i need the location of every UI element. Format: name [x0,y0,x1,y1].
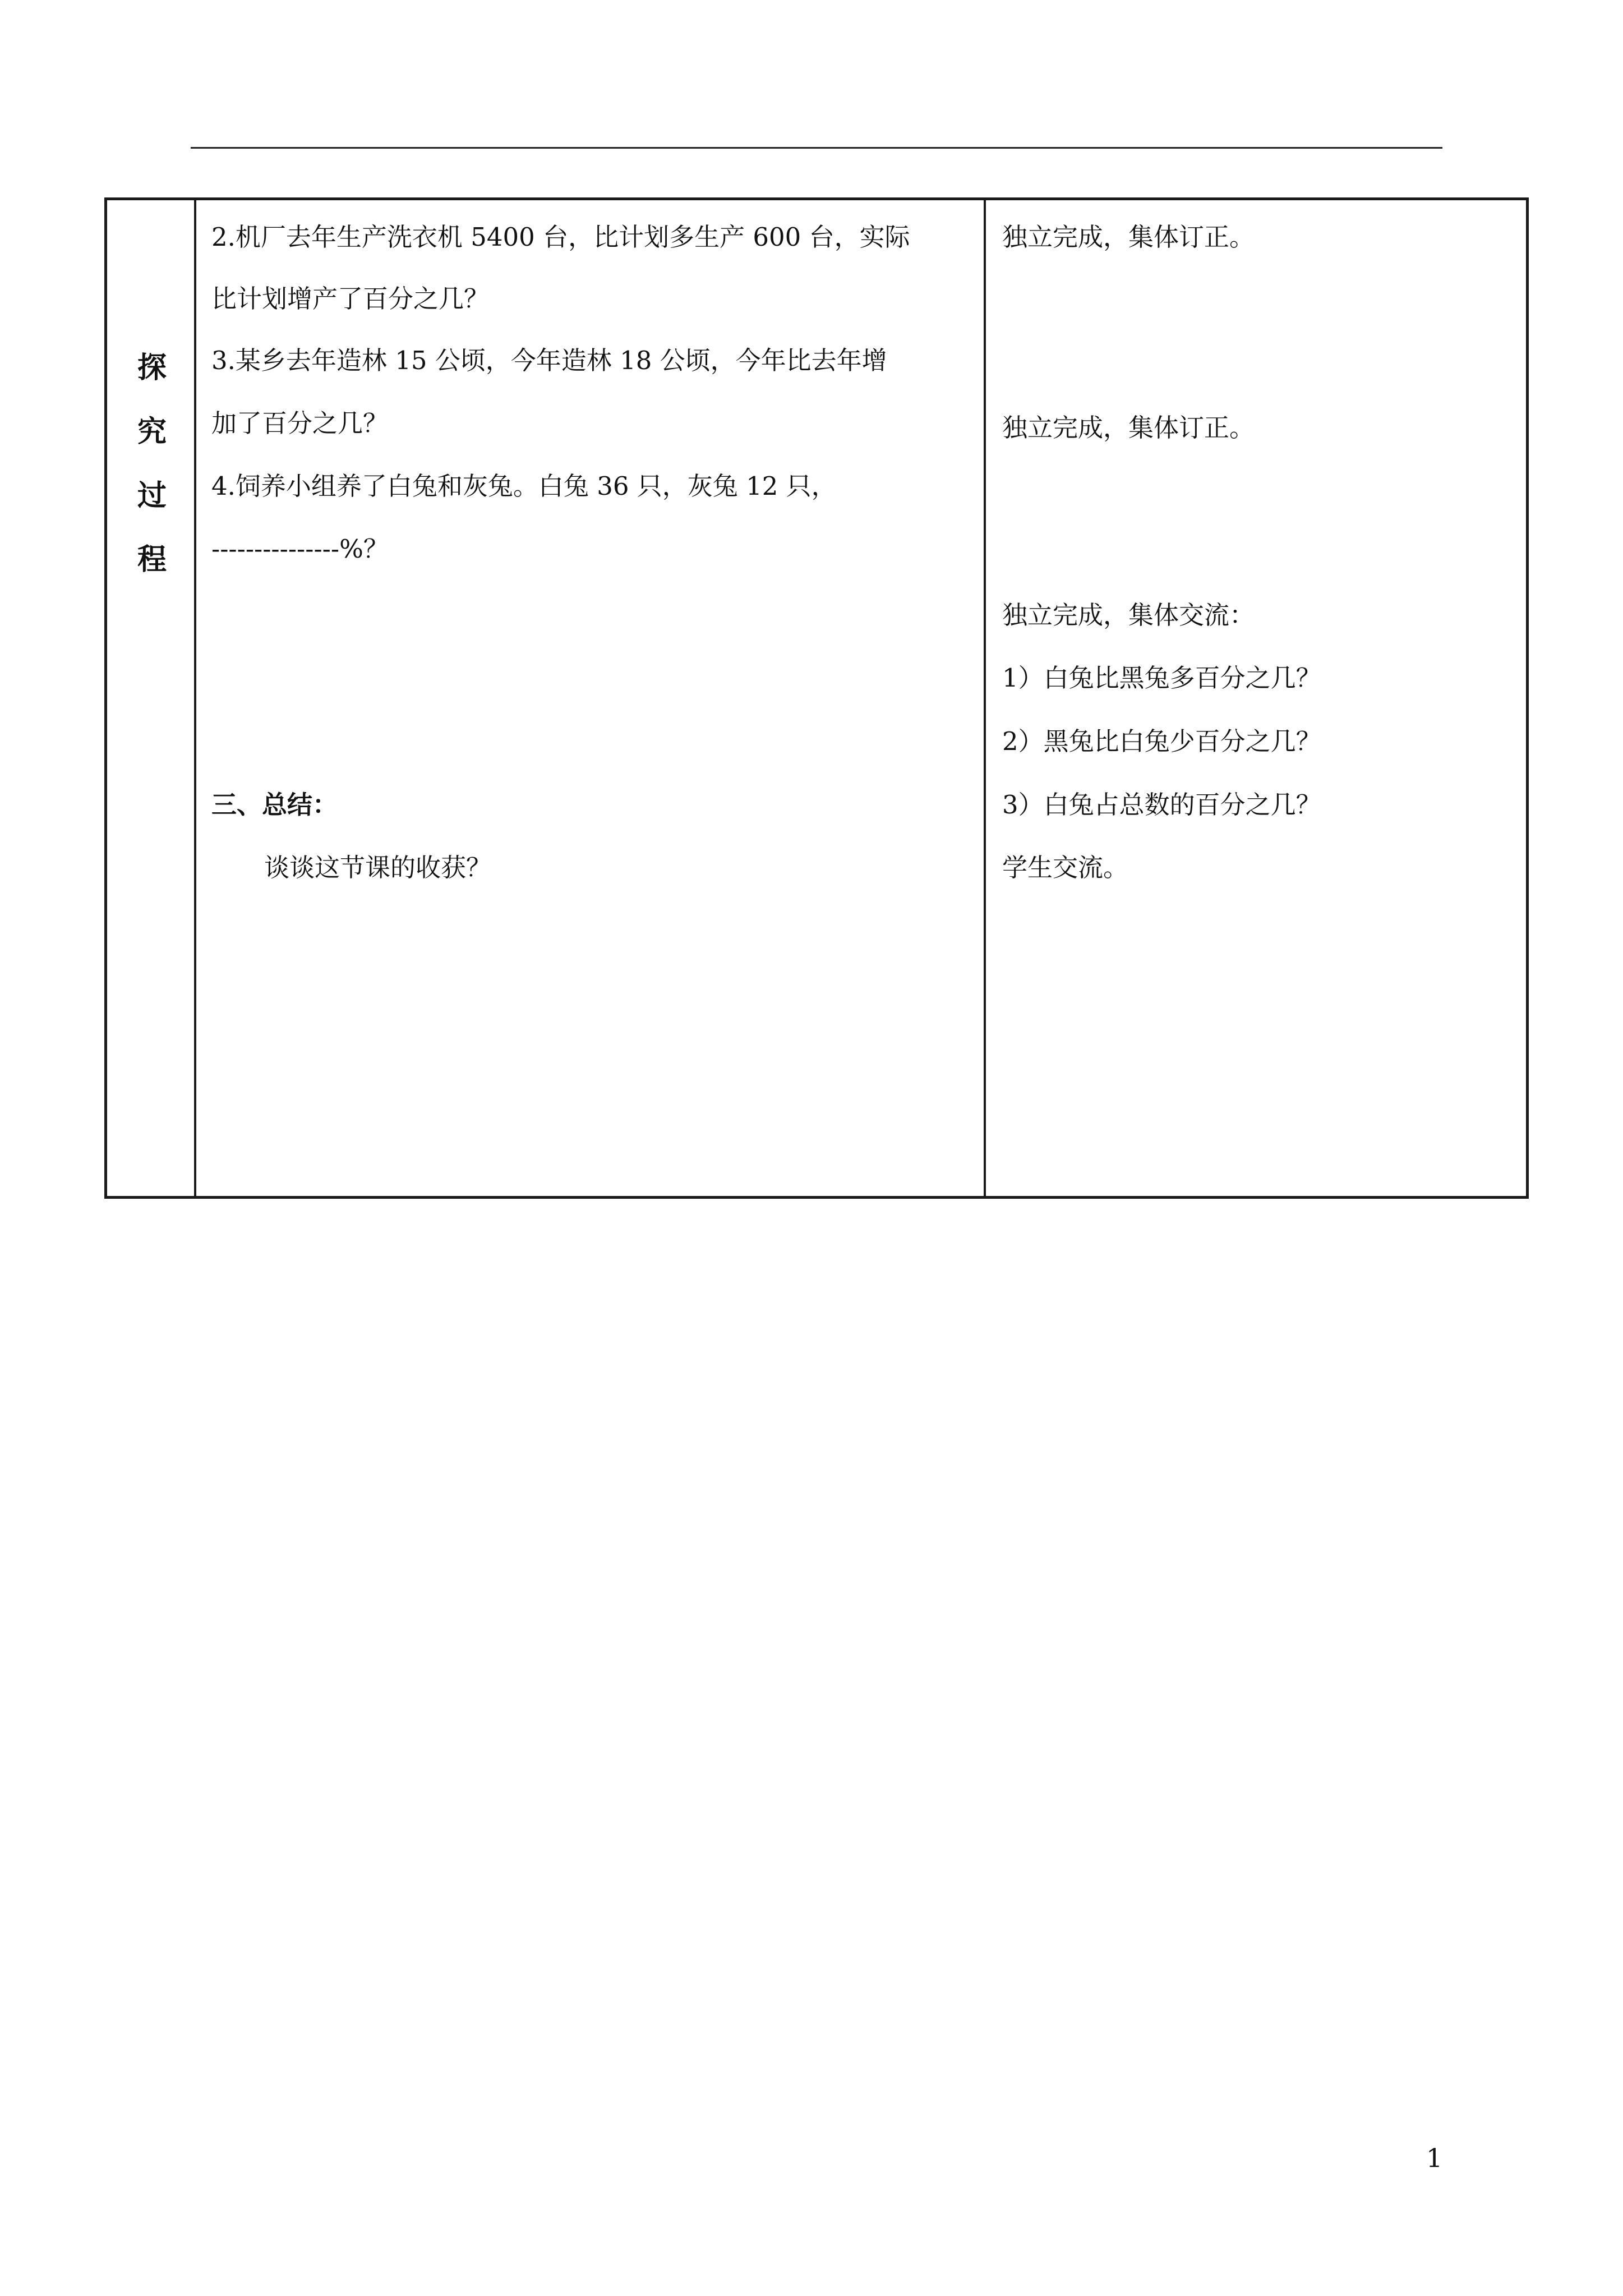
question-2-line-1: 2.机厂去年生产洗衣机 5400 台，比计划多生产 600 台，实际 [211,222,910,252]
header-rule [191,147,1442,149]
activity-3: 独立完成，集体交流： [1002,600,1255,630]
activity-3-item-1: 1）白兔比黑兔多百分之几？ [1002,663,1321,693]
question-3-line-2: 加了百分之几？ [211,408,389,438]
question-4-line-1: 4.饲养小组养了白兔和灰兔。白兔 36 只，灰兔 12 只， [211,471,837,501]
activity-2: 独立完成，集体订正。 [1002,413,1255,443]
activity-4: 学生交流。 [1002,853,1129,882]
activity-3-item-3: 3）白兔占总数的百分之几？ [1002,790,1321,820]
summary-question: 谈谈这节课的收获？ [264,853,492,882]
section-label-char: 究 [137,415,167,449]
section-label-char: 探 [137,351,167,385]
question-4-line-2: ---------------%？ [211,534,389,564]
section-label [135,336,169,592]
lesson-table [104,197,1529,1199]
activity-3-item-2: 2）黑兔比白兔少百分之几？ [1002,726,1321,756]
column-divider-left [194,200,196,1196]
section-label-char: 过 [137,478,167,513]
page-number: 1 [1426,2143,1443,2173]
section-label-char: 程 [137,542,167,577]
summary-heading: 三、总结： [211,790,338,820]
question-2-line-2: 比计划增产了百分之几？ [211,284,490,314]
column-divider-right [984,200,986,1196]
activity-1: 独立完成，集体订正。 [1002,222,1255,252]
question-3-line-1: 3.某乡去年造林 15 公顷，今年造林 18 公顷，今年比去年增 [211,346,887,375]
